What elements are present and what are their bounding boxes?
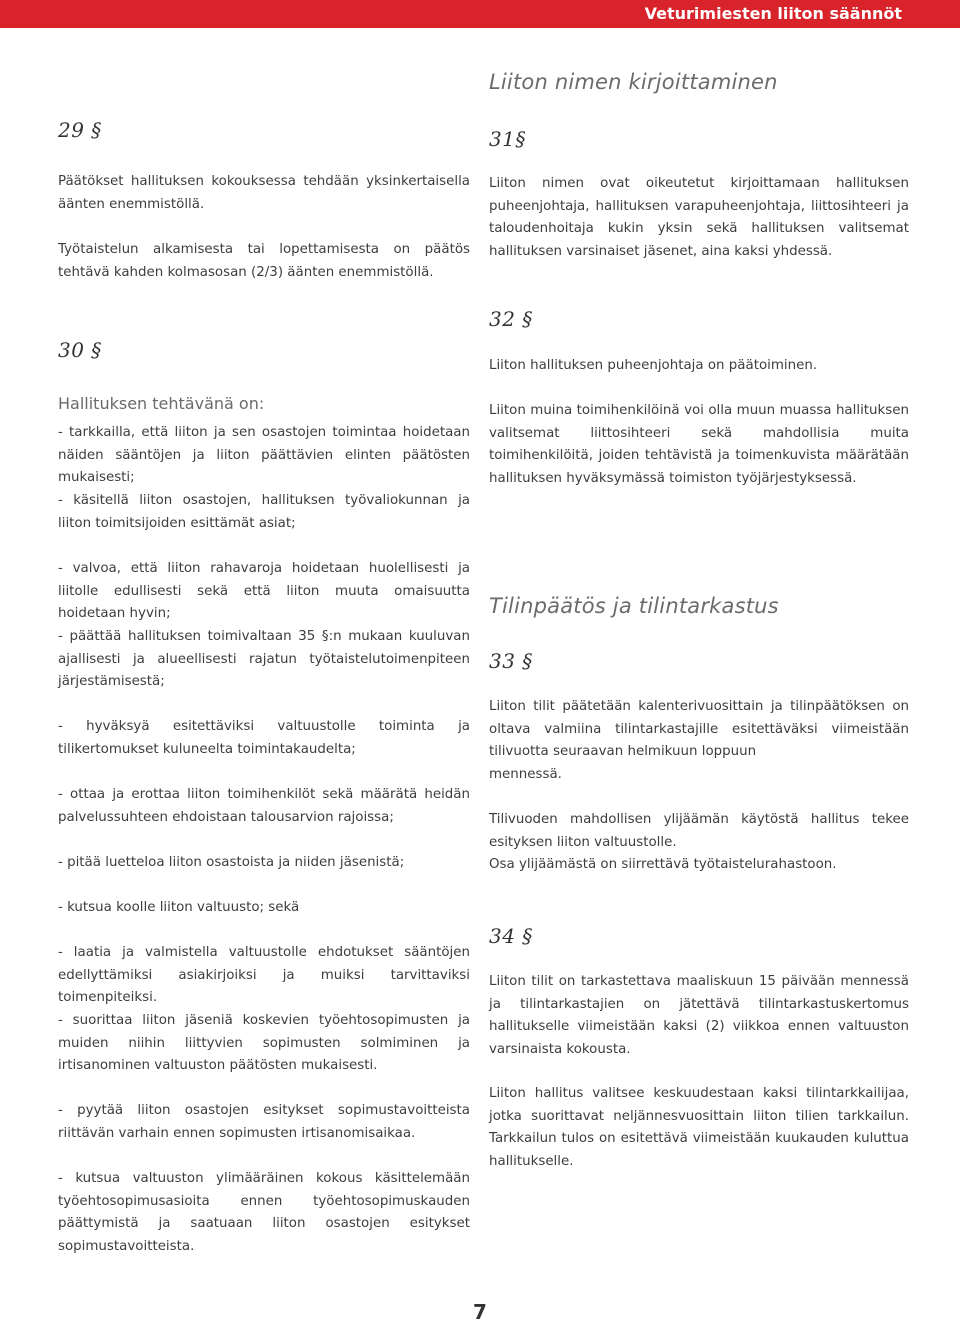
section-29-paragraph-2: Työtaistelun alkamisesta tai lopettamisesta on päätös tehtävä kahden kolmasosan (2/3) äänten enemmistöllä. (58, 242, 470, 280)
section-32-paragraph-1: Liiton hallituksen puheenjohtaja on päätoiminen. (489, 358, 818, 373)
section-30-item: - kutsua koolle liiton valtuusto; sekä (58, 900, 300, 915)
section-33-paragraph-3: Osa ylijäämästä on siirrettävä työtaistelurahastoon. (489, 857, 837, 872)
section-30-item: - pitää luetteloa liiton osastoista ja niiden jäsenistä; (58, 855, 405, 870)
section-33-paragraph-1-end: mennessä. (489, 767, 562, 782)
section-32-paragraph-2: Liiton muina toimihenkilöinä voi olla muun muassa hallituksen valitsemat liittosihteeri sekä mahdollisia muita toimihenkilöitä, joiden tehtävistä ja toimenkuvista määrätään hallituksen hyväksymässä toimiston työjärjestyksessä. (489, 403, 909, 487)
section-30-item: - suorittaa liiton jäseniä koskevien työehtosopimusten ja muiden niihin liittyvien sopimusten solmiminen ja irtisanominen valtuuston päätösten mukaisesti. (58, 1013, 470, 1074)
section-30-item: - valvoa, että liiton rahavaroja hoidetaan huolellisesti ja liitolle edullisesti sekä että liiton muuta omaisuutta hoidetaan hyvin; (58, 561, 470, 622)
section-30-item: - ottaa ja erottaa liiton toimihenkilöt sekä määrätä heidän palvelussuhteen ehdoistaan talousarvion rajoissa; (58, 787, 470, 825)
document-title: Veturimiesten liiton säännöt (644, 4, 902, 23)
section-31-paragraph-1: Liiton nimen ovat oikeutetut kirjoittamaan hallituksen puheenjohtaja, hallituksen varapuheenjohtaja, liittosihteeri ja taloudenhoitaja kukin yksin sekä hallituksen valitsemat hallituksen varsinaiset jäsenet, aina kaksi yhdessä. (489, 176, 909, 260)
section-30-item: - päättää hallituksen toimivaltaan 35 §:n mukaan kuuluvan ajallisesti ja alueellisesti rajatun työtaistelutoimenpiteen järjestämisestä; (58, 629, 470, 690)
section-30-item: - tarkkailla, että liiton ja sen osastojen toimintaa hoidetaan näiden sääntöjen ja liiton päättävien elinten päätösten mukaisesti; (58, 425, 470, 486)
header-bar (0, 0, 960, 28)
section-30-subheading: Hallituksen tehtävänä on: (58, 394, 265, 413)
section-31-number: 31§ (489, 127, 526, 151)
section-30-item: - hyväksyä esitettäviksi valtuustolle toiminta ja tilikertomukset kuluneelta toimintakaudelta; (58, 719, 470, 757)
section-30-item: - laatia ja valmistella valtuustolle ehdotukset sääntöjen edellyttämiksi asiakirjoiksi ja muiksi tarvittaviksi toimenpiteiksi. (58, 945, 470, 1006)
section-29-number: 29 § (58, 118, 102, 142)
section-34-paragraph-2: Liiton hallitus valitsee keskuudestaan kaksi tilintarkkailijaa, jotka suorittavat neljännesvuosittain liiton tilien tarkkailun. Tarkkailun tulos on esitettävä viimeistään kuukauden kuluttua hallitukselle. (489, 1086, 909, 1170)
section-33-paragraph-1: Liiton tilit päätetään kalenterivuosittain ja tilinpäätöksen on oltava valmiina tilintarkastajille esitettäväksi viimeistään tilivuotta seuraavan helmikuun loppuun (489, 699, 909, 760)
section-29-paragraph-1: Päätökset hallituksen kokouksessa tehdään yksinkertaisella äänten enemmistöllä. (58, 174, 470, 212)
section-34-number: 34 § (489, 924, 533, 948)
section-34-paragraph-1: Liiton tilit on tarkastettava maaliskuun 15 päivään mennessä ja tilintarkastajien on jätettävä tilintarkastuskertomus hallitukselle viimeistään kaksi (2) viikkoa ennen valtuuston varsinaista kokousta. (489, 974, 909, 1058)
heading-liiton-nimen-kirjoittaminen: Liiton nimen kirjoittaminen (489, 70, 778, 94)
section-30-number: 30 § (58, 338, 102, 362)
section-32-number: 32 § (489, 307, 533, 331)
section-30-item: - kutsua valtuuston ylimääräinen kokous käsittelemään työehtosopimusasioita ennen työehtosopimuskauden päättymistä ja saatuaan liiton osastojen esitykset sopimustavoitteista. (58, 1171, 470, 1255)
section-33-number: 33 § (489, 649, 533, 673)
page-number: 7 (473, 1300, 487, 1324)
section-33-paragraph-2: Tilivuoden mahdollisen ylijäämän käytöstä hallitus tekee esityksen liiton valtuustolle. (489, 812, 909, 850)
section-30-item: - käsitellä liiton osastojen, hallituksen työvaliokunnan ja liiton toimitsijoiden esittämät asiat; (58, 493, 470, 531)
heading-tilinpaatos: Tilinpäätös ja tilintarkastus (489, 594, 779, 618)
section-30-item: - pyytää liiton osastojen esitykset sopimustavoitteista riittävän varhain ennen sopimusten irtisanomisaikaa. (58, 1103, 470, 1141)
